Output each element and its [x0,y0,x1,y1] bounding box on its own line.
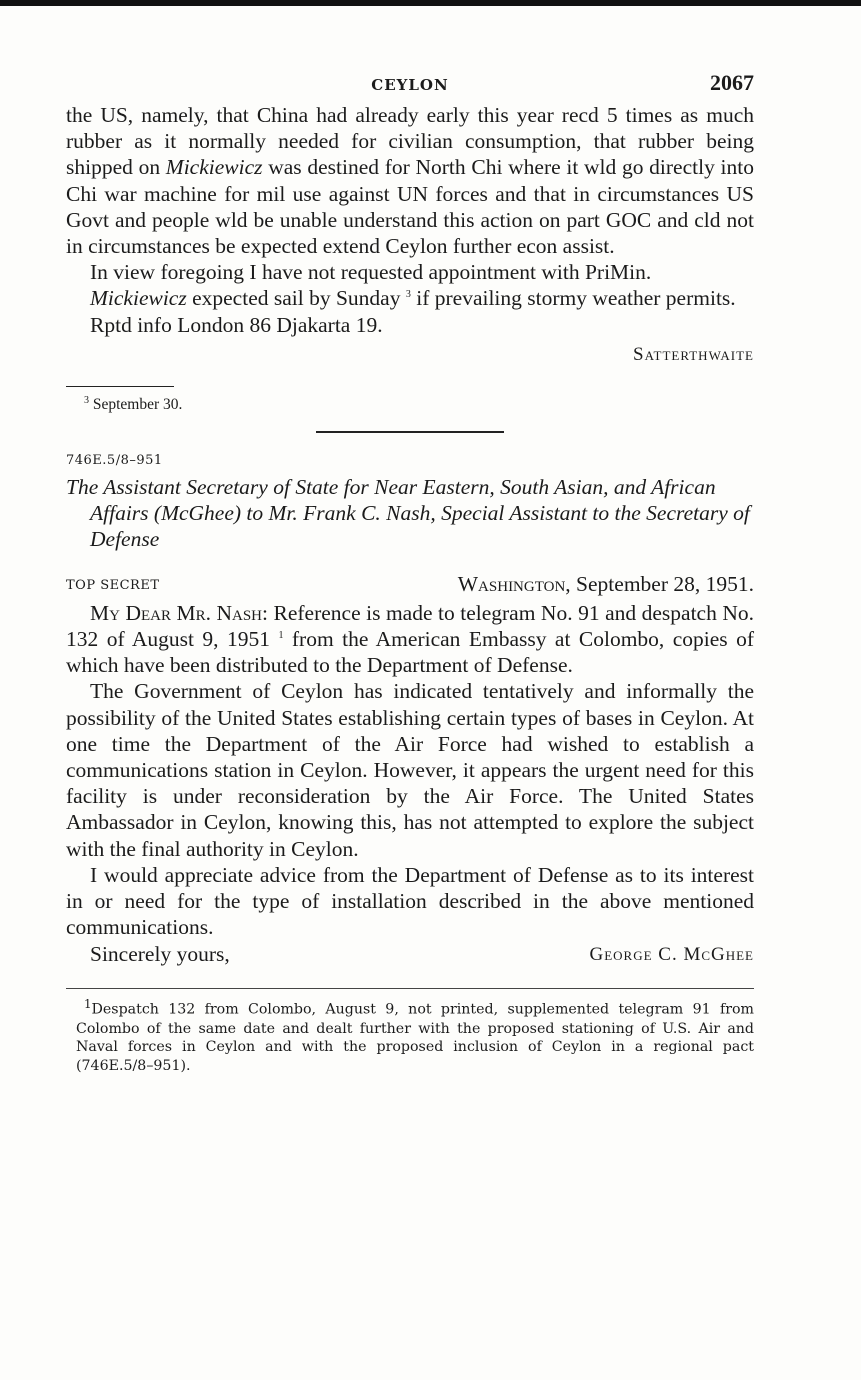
paragraph-text: Reference is made to telegram No. 91 and despatch No. 132 of August 9, 1951 [66,600,754,652]
footnote-text: September 30. [89,395,183,413]
ship-name: Mickiewicz [165,155,263,180]
dateline [66,572,754,600]
paragraph-text: from the American Embassy at Colombo, copies of which have been distributed to the Department of Defense. [66,627,755,678]
page-number: 2067 [710,70,754,95]
top-edge-bar [0,0,861,6]
paragraph-text: expected sail by Sunday [186,286,401,311]
footnote-ref: 1 [278,629,284,641]
paragraph: Rptd info London 86 Djakarta 19. [90,312,383,337]
footnote-text: Despatch 132 from Colombo, August 9, not printed, supplemented telegram 91 from Colombo of the same date and dealt further with the proposed stationing of U.S. Air and Naval forces in Ceylon and with the proposed inclusion of Ceylon in a regional pact (746E.5/8–951). [76,1002,754,1074]
letter-body [66,600,754,941]
date: , September 28, 1951. [565,571,754,596]
paragraph: In view foregoing I have not requested appointment with PriMin. [90,260,652,285]
running-title: CEYLON [371,76,449,94]
footnote-1 [66,995,754,1075]
classification-label: TOP SECRET [66,577,160,593]
document-page [66,68,754,1076]
footnote-divider [66,386,174,387]
document-title: The Assistant Secretary of State for Near Eastern, South Asian, and African Affairs (McGhee) to Mr. Frank C. Nash, Special Assistant to the Secretary of Defense [66,474,750,551]
closing-row [66,942,754,970]
paragraph-text: was destined for North Chi where it wld go directly into Chi war machine for mil use against UN forces and that in circumstances US Govt and people wld be unable understand this action on part GOC and cld not in circumstances be expected extend Ceylon further econ assist. [66,155,754,259]
place: Washington [457,571,566,596]
place-and-date [458,572,754,597]
signature-satterthwaite: Satterthwaite [633,343,754,365]
footnote-ref: 3 [405,289,411,301]
paragraph [66,600,754,679]
salutation: My Dear Mr. Nash [90,600,262,625]
page-header [66,68,754,102]
file-reference: 746E.5/8–951 [66,452,163,468]
signature-mcghee: George C. McGhee [589,944,754,966]
footnote-3 [66,395,754,415]
salutation-colon: : [262,600,274,625]
ship-name: Mickiewicz [90,286,187,311]
paragraph [66,285,754,311]
paragraph-text: if prevailing stormy weather permits. [410,286,736,311]
footnote-divider [66,988,754,989]
previous-document-body [66,102,754,338]
paragraph-text: the US, namely, that China had already early this year recd 5 times as much rubber as it normally needed for civilian consumption, that rubber being shipped on [66,103,754,180]
paragraph: I would appreciate advice from the Department of Defense as to its interest in or need for the type of installation described in the above mentioned communications. [66,862,754,940]
footnote-mark: 1 [84,997,92,1012]
closing: Sincerely yours, [90,942,230,967]
footnote-mark: 3 [84,394,89,406]
section-divider [316,431,504,433]
paragraph: The Government of Ceylon has indicated tentatively and informally the possibility of the United States establishing certain types of bases in Ceylon. At one time the Department of the Air Force had wished to establish a communications station in Ceylon. However, it appears the urgent need for this facility is under reconsideration by the Air Force. The United States Ambassador in Ceylon, knowing this, has not attempted to explore the subject with the final authority in Ceylon. [66,679,754,861]
continued-paragraph [66,102,754,259]
